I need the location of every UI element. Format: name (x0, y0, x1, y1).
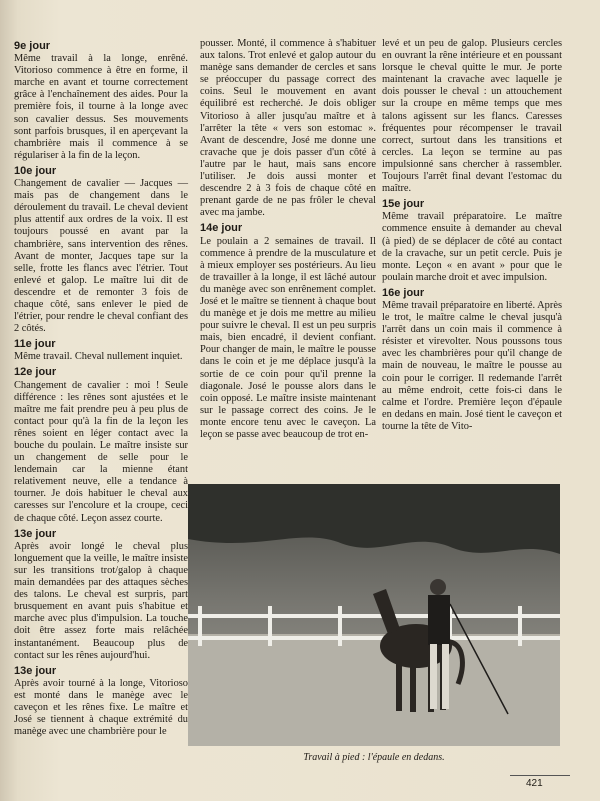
day-heading: 12e jour (14, 366, 57, 379)
training-photo (188, 484, 560, 746)
paragraph: Après avoir tourné à la longe, Vitorioso est monté dans le manège avec le caveçon et les rênes fixe. Le maître et José se tiennent à chaque extrémité du manège avec une chambrière pour le (14, 677, 188, 738)
paragraph: Le poulain a 2 semaines de travail. Il commence à prendre de la musculature et à mieux employer ses postérieurs. Au lieu de travailler à la longe, il est lâché autour du manège avec son enrênement complet. José et le maître se tiennent à chaque bout du manège et je dois me mettre au milieu pour suivre le cheval. Il est un peu surpris mais, bien encadré, il devient confiant. Pour changer de main, le maître le pousse dans le coin et je me déplace jusqu'à la sortie de ce coin pour qu'il prenne la diagonale. José le pousse alors dans le coin opposé. Le maître insiste maintenant sur le passage correct des coins. Je le monte encore tenu avec le caveçon. La leçon se passe avec beaucoup de trot en- (200, 235, 376, 440)
day-heading: 11e jour (14, 338, 56, 351)
day-heading: 14e jour (200, 222, 243, 235)
paragraph: pousser. Monté, il commence à s'habituer aux talons. Trot enlevé et galop autour du manège sans demander de cercles et sans se préoccuper du passage correct des coins. Seul le mouvement en avant équilibré est recherché. Je dois obliger Vitorioso à aller jusqu'au maître et à l'arrêter la tête « vers son estomac ». Avant de descendre, José me donne une cravache que je dois passer d'un côté à l'autre par le haut, mais sans encore l'utiliser. Je dois aussi monter et descendre 2 à 3 fois de chaque côté en prenant garde de ne pas frôler le cheval avec ma jambe. (200, 38, 376, 219)
paragraph: Même travail. Cheval nullement inquiet. (14, 351, 183, 363)
paragraph: Même travail à la longe, enrêné. Vitorioso commence à être en forme, il marche en avant et tourne correctement grâce à l'enchaînement des aides. Pour la première fois, il tourne à la longe avec son cavalier dessus. Ses mouvements sont parfois brusques, il en aperçevant la chambrière mais il commence à se régulariser à la fin de la leçon. (14, 53, 188, 161)
footer-rule (510, 775, 570, 776)
paragraph: Après avoir longé le cheval plus longuement que la veille, le maître insiste sur les transitions trot/galop à chaque main demandées par des attaques sèches des talons. Le cheval est surpris, part brusquement en avant puis s'habitue et marche avec plus d'impulsion. La touche doit être assez forte mais relâchée instantanément. Beaucoup plus de contact sur les rênes aujourd'hui. (14, 540, 188, 661)
text-column-1 (14, 38, 188, 741)
day-heading: 9e jour (14, 40, 51, 52)
photo-caption: Travail à pied : l'épaule en dedans. (303, 752, 445, 763)
text-column-3 (382, 38, 562, 436)
paragraph: Même travail préparatoire. Le maître commence ensuite à demander au cheval (à pied) de se déplacer de côté au contact de la cravache, sur un petit cercle. Puis je monte. Leçon « en avant » pour que le poulain marche droit et avec impulsion. (382, 211, 562, 283)
day-heading: 13e jour (14, 527, 57, 540)
day-heading: 15e jour (382, 198, 425, 211)
day-heading: 10e jour (14, 164, 57, 177)
text-column-2 (200, 38, 376, 444)
day-heading: 13e jour (14, 664, 57, 677)
paragraph: levé et un peu de galop. Plusieurs cercles en ouvrant la rêne intérieure et en poussant lorsque le cheval quitte le mur. Je porte maintenant la cravache avec laquelle je dois pousser le cheval : un attouchement sur la croupe en même temps que mes talons agissent sur les flancs. Caresses fréquentes pour récompenser le travail correct, surtout dans les transitions et cercles. La leçon se termine au pas impulsionné sans chercher à rassembler. Toujours l'arrêt final devant l'estomac du maître. (382, 38, 562, 195)
paragraph: Même travail préparatoire en liberté. Après le trot, le maître calme le cheval jusqu'à l'arrêt dans un coin mais il commence à résister et virevolter. Nous poussons tous avec les chambrières pour qu'il change de main de nouveau, le maître le pousse au coin pour le corriger. Il redemande l'arrêt au même endroit, cette fois-ci dans le calme et l'ordre. Première leçon d'épaule en dedans en main. José tient le caveçon et tourne la tête de Vito- (382, 299, 562, 432)
day-heading: 16e jour (382, 286, 425, 299)
paragraph: Changement de cavalier : moi ! Seule différence : les rênes sont ajustées et le maître me fait prendre peu à peu plus de contact pour qu'à la fin de la leçon les rênes soient en léger contact avec la bouche du poulain. Le maître insiste sur un changement de selle pour le lendemain car la mienne étant relativement neuve, elle a tendance à tourner. Je dois habituer le cheval aux caresses sur l'encolure et la croupe, ceci de chaque côté. Leçon assez courte. (14, 379, 188, 524)
page-number: 421 (526, 778, 543, 789)
paragraph: Changement de cavalier — Jacques — mais pas de changement dans le déroulement du travail. Le cheval devient plus attentif aux ordres de la voix. Il est toujours poussé en avant par la chambrière, sans intervention des rênes. Avant de monter, Jacques tape sur la selle, frotte les flancs avec l'étrier. Tout enlevé et galop. Le maître lui dit de descendre et de remonter 3 fois de chaque côté, sans enlever le pied de l'étrier, pour rendre le cheval confiant des 2 côtés. (14, 178, 188, 335)
